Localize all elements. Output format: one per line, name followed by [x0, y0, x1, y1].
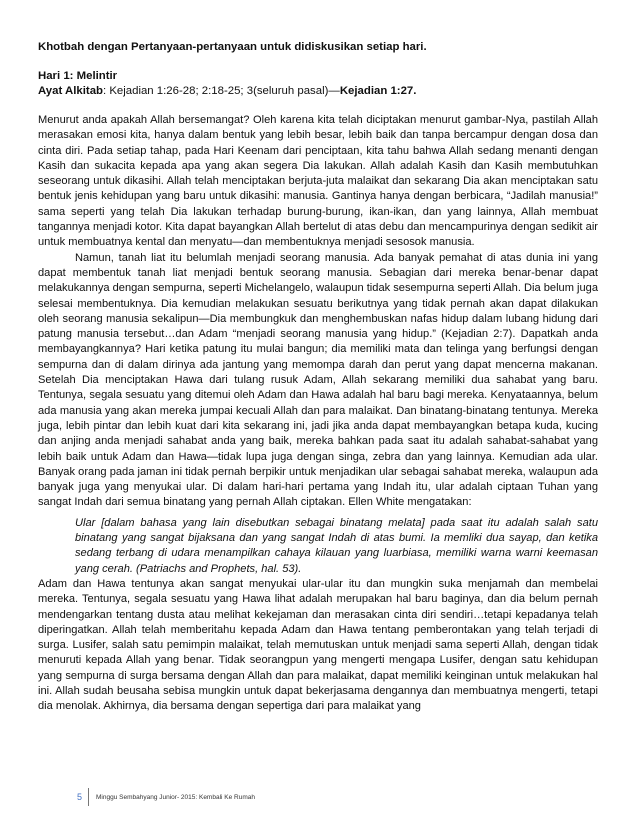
document-title: Khotbah dengan Pertanyaan-pertanyaan untuk didiskusikan setiap hari.: [38, 41, 427, 53]
paragraph-2: Namun, tanah liat itu belumlah menjadi seorang manusia. Ada banyak pemahat di atas dunia ini yang dapat membentuk tanah liat menjadi bentuk seorang manusia. Sebagian dari mereka benar-benar dapat melakukannya dengan sempurna, seperti Michelangelo, walaupun tidak sesempurna seperti Allah. Dia belum juga selesai membentuknya. Dia kemudian melakukan sesuatu berikutnya yang tidak pernah akan dapat dilakukan oleh seorang manusia sekalipun—Dia membungkuk dan menghembuskan nafas hidup dalam lubang hidung dari patung manusia tersebut…dan Adam “menjadi seorang manusia yang hidup.” (Kejadian 2:7). Dapatkah anda membayangkannya? Hari ketika patung itu mulai bangun; dia memiliki mata dan telinga yang berfungsi dengan sempurna dan di dalam dirinya ada jantung yang memompa darah dan perut yang dapat mencerna makanan. Setelah Dia menciptakan Hawa dari tulang rusuk Adam, Allah sekarang memiliki dua sahabat yang baru. Tentunya, segala sesuatu yang ditemui oleh Adam dan Hawa adalah hal baru bagi mereka. Kenyataannya, belum ada manusia yang akan mereka jumpai kecuali Allah dan para malaikat. Dan binatang-binatang tentunya. Mereka juga, lebih pintar dan lebih kuat dari kita sekarang ini, jadi jika anda dapat membayangkan betapa kuda, kucing dan anjing anda menjadi sahabat anda yang baik, mereka bahkan pada saat itu adalah sahabat-sahabat yang lebih baik untuk Adam dan Hawa—tidak lupa juga dengan singa, zebra dan yang lainnya. Kemudian ada ular. Banyak orang pada jaman ini tidak pernah berpikir untuk menjadikan ular sebagai sahabat mereka, walaupun ada banyak juga yang menyukai ular. Di dalam hari-hari pertama yang Indah itu, ular adalah ciptaan Tuhan yang sangat Indah dari semua binatang yang pernah Allah ciptakan. Ellen White mengatakan:: [38, 251, 598, 509]
verse-line: [38, 84, 598, 99]
footer-text: Minggu Sembahyang Junior- 2015: Kembali Ke Rumah: [96, 793, 255, 801]
verse-label: Ayat Alkitab: [38, 85, 103, 97]
footer-divider: [88, 788, 89, 806]
page-number: 5: [76, 792, 82, 802]
day-title: Hari 1: Melintir: [38, 70, 118, 82]
document-page: [38, 40, 598, 715]
paragraph-1: Menurut anda apakah Allah bersemangat? Oleh karena kita telah diciptakan menurut gambar-Nya, pastilah Allah merasakan emosi kita, hanya dalam bentuk yang lebih besar, lebih baik dan tanpa bercampur dengan dosa dan cinta diri. Pada setiap tahap, pada Hari Keenam dari penciptaan, kita tahu bahwa Allah sedang menanti dengan Kasih dan sukacita kepada apa yang akan segera Dia lakukan. Allah adalah Kasih dan Kasih membutuhkan seseorang untuk dikasihi. Allah telah menciptakan berjuta-juta malaikat dan sekarang Dia akan menciptakan satu bentuk jenis kehidupan yang baru untuk dikasihi: manusia. Gantinya hanya dengan berbicara, “Jadilah manusia!” sama seperti yang telah Dia lakukan terhadap burung-burung, ikan-ikan, dan yang lainnya, Allah membuat tangannya menjadi kotor. Kita dapat bayangkan Allah bertelut di atas debu dan mencampurinya dengan sedikit air untuk membuatnya kental dan menyatu—dan membentuknya menjadi sesosok manusia.: [38, 114, 598, 249]
verse-main: Kejadian 1:27.: [339, 85, 417, 97]
paragraph-3: Adam dan Hawa tentunya akan sangat menyukai ular-ular itu dan mungkin suka menjamah dan membelai mereka. Tentunya, segala sesuatu yang Hawa lihat adalah merupakan hal baru baginya, dan dia belum pernah mendengarkan tentang dusta atau melihat kekejaman dan merasakan cinta diri sendiri…tetapi kepadanya telah diperingatkan. Allah telah memberitahu kepada Adam dan Hawa tentang pemberontakan yang telah terjadi di surga. Lusifer, salah satu pemimpin malaikat, telah memutuskan untuk menjadi sama seperti Allah, dengan tidak menuruti kepada Allah yang benar. Tidak seorangpun yang mengerti mengapa Lusifer, dengan satu kehidupan yang sempurna di surga bersama dengan Allah dan para malaikat, dapat memiliki keinginan untuk melakukan hal ini. Allah sudah beusaha sebisa mungkin untuk dapat bekerjasama dengannya dan membuatnya mengerti, tetapi dia menolak. Akhirnya, dia bersama dengan sepertiga dari para malaikat yang: [38, 577, 598, 713]
page-footer: [62, 787, 255, 807]
ellen-white-quote: Ular [dalam bahasa yang lain disebutkan sebagai binatang melata] pada saat itu adalah salah satu binatang yang sangat bijaksana dan yang sangat Indah di atas bumi. Ia memliki dua sayap, dan ketika sedang terbang di udara menampilkan cahaya kilauan yang luarbiasa, memiliki warna warni keemasan yang cerah. (Patriachs and Prophets, hal. 53).: [75, 516, 598, 575]
verse-references: : Kejadian 1:26-28; 2:18-25; 3(seluruh pasal)—: [102, 85, 340, 97]
